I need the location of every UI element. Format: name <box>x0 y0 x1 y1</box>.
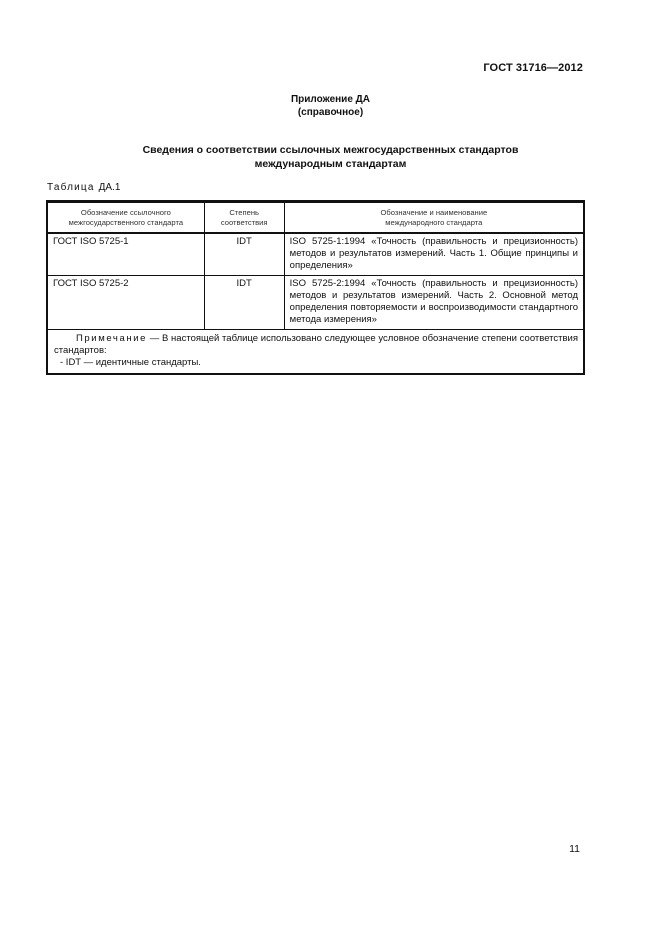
column-header-standard: Обозначение ссылочного межгосударственного стандарта <box>48 202 205 233</box>
annex-title: Приложение ДА <box>290 94 371 105</box>
cell-standard: ГОСТ ISO 5725-2 <box>48 276 205 330</box>
cell-degree: IDT <box>204 276 284 330</box>
table-caption-word: Таблица <box>47 182 95 193</box>
column-header-international: Обозначение и наименование международного стандарта <box>284 202 583 233</box>
table-note <box>48 330 584 374</box>
annex-header <box>0 93 661 119</box>
table-row <box>48 233 584 276</box>
cell-international: ISO 5725-2:1994 «Точность (правильность и прецизионность) методов и результатов измерений. Часть 2. Основной метод определения повторяемости и воспроизводимости стандартного метода измерения» <box>284 276 583 330</box>
table-header-row <box>48 202 584 233</box>
table-row <box>48 276 584 330</box>
document-number: ГОСТ 31716—2012 <box>483 62 583 74</box>
cell-degree: IDT <box>204 233 284 276</box>
section-heading-line1: Сведения о соответствии ссылочных межгосударственных стандартов <box>142 144 519 156</box>
section-heading-line2: международным стандартам <box>254 158 407 170</box>
cell-standard: ГОСТ ISO 5725-1 <box>48 233 205 276</box>
note-text: — В настоящей таблице использовано следующее условное обозначение степени соответствия стандартов: <box>54 333 579 356</box>
table-caption <box>47 182 120 193</box>
page-number: 11 <box>569 843 580 855</box>
section-heading <box>0 143 661 171</box>
cell-international: ISO 5725-1:1994 «Точность (правильность и прецизионность) методов и результатов измерений. Часть 1. Общие принципы и определения» <box>284 233 583 276</box>
note-label: Примечание <box>76 333 147 344</box>
table-note-row <box>48 330 584 374</box>
annex-subtitle: (справочное) <box>297 107 364 118</box>
table-caption-number: ДА.1 <box>98 182 121 193</box>
correspondence-table <box>47 201 584 374</box>
column-header-degree: Степень соответствия <box>204 202 284 233</box>
note-item: - IDT — идентичные стандарты. <box>60 357 201 368</box>
